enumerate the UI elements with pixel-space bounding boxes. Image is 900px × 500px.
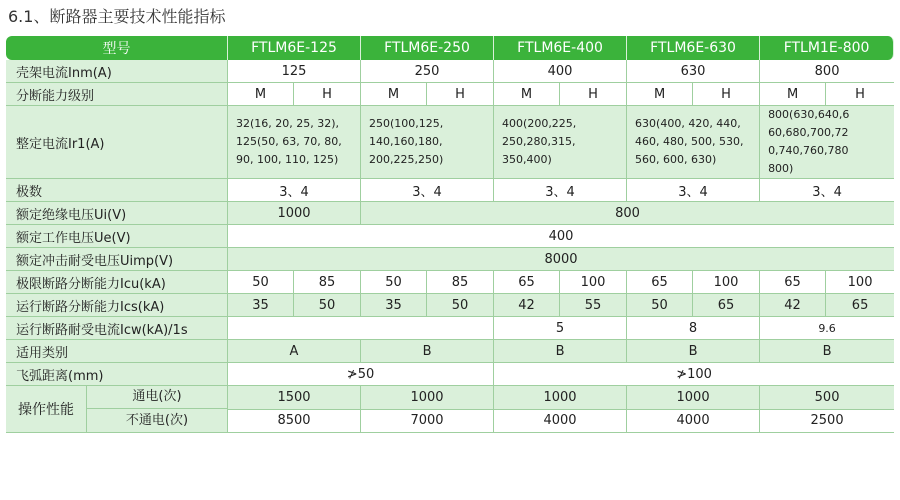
cell: 8 [627, 317, 760, 340]
label-on: 通电(次) [87, 386, 227, 409]
cell: 35 [228, 294, 294, 317]
header-800: FTLM1E-800 [760, 36, 894, 60]
line: 800(630,640,6 [768, 108, 850, 121]
cell: 9.6 [760, 317, 894, 340]
label-insulation-voltage: 额定绝缘电压Ui(V) [6, 202, 228, 225]
header-630: FTLM6E-630 [627, 36, 760, 60]
cell-empty [228, 317, 494, 340]
cell: 4000 [627, 410, 760, 434]
line: 350,400) [502, 153, 552, 166]
cell: ≯100 [494, 363, 894, 386]
section-title: 6.1、断路器主要技术性能指标 [8, 7, 226, 26]
cell: 1000 [627, 386, 760, 410]
cell: 4000 [494, 410, 627, 434]
cell: 630 [627, 60, 760, 83]
cell: 400 [228, 225, 894, 248]
header-model: 型号 [6, 36, 228, 60]
cell: 100 [693, 271, 760, 294]
line: 250,280,315, [502, 135, 576, 148]
cell: 100 [560, 271, 627, 294]
label-poles: 极数 [6, 179, 228, 202]
line: 32(16, 20, 25, 32), [236, 117, 340, 130]
cell: H [693, 83, 760, 106]
cell: M [627, 83, 693, 106]
cell: 3、4 [494, 179, 627, 202]
cell: 65 [627, 271, 693, 294]
line: 125(50, 63, 70, 80, [236, 135, 342, 148]
cell: 35 [361, 294, 427, 317]
row-breaking-level [6, 83, 894, 106]
cell: 50 [228, 271, 294, 294]
label-operation: 操作性能 [6, 386, 87, 432]
line: 630(400, 420, 440, [635, 117, 741, 130]
cell: B [627, 340, 760, 363]
cell: B [494, 340, 627, 363]
cell: 55 [560, 294, 627, 317]
cell: 500 [760, 386, 894, 410]
row-icu [6, 271, 894, 294]
cell: 1000 [361, 386, 494, 410]
cell: 800 [760, 60, 894, 83]
cell: 2500 [760, 410, 894, 434]
header-400: FTLM6E-400 [494, 36, 627, 60]
row-operation-on [6, 386, 894, 410]
cell-setting-400 [494, 106, 627, 179]
cell: 7000 [361, 410, 494, 434]
cell: 5 [494, 317, 627, 340]
cell: 1500 [228, 386, 361, 410]
cell: 3、4 [361, 179, 494, 202]
row-impulse-voltage [6, 248, 894, 271]
cell: 8500 [228, 410, 361, 434]
cell: 8000 [228, 248, 894, 271]
header-250: FTLM6E-250 [361, 36, 494, 60]
cell: 50 [361, 271, 427, 294]
row-ics [6, 294, 894, 317]
row-frame-current [6, 60, 894, 83]
cell: 100 [826, 271, 894, 294]
cell: 50 [294, 294, 361, 317]
line: 400(200,225, [502, 117, 577, 130]
cell: 85 [427, 271, 494, 294]
cell: 65 [693, 294, 760, 317]
label-operation-group [6, 386, 228, 433]
cell: H [427, 83, 494, 106]
cell: 800 [361, 202, 894, 225]
row-icw [6, 317, 894, 340]
cell: 50 [427, 294, 494, 317]
cell: ≯50 [228, 363, 494, 386]
label-working-voltage: 额定工作电压Ue(V) [6, 225, 228, 248]
line: 0,740,760,780 [768, 144, 849, 157]
cell: 3、4 [627, 179, 760, 202]
row-working-voltage [6, 225, 894, 248]
row-insulation-voltage [6, 202, 894, 225]
cell: H [294, 83, 361, 106]
line: 140,160,180, [369, 135, 443, 148]
line: 200,225,250) [369, 153, 444, 166]
cell: H [560, 83, 627, 106]
cell: 85 [294, 271, 361, 294]
line: 560, 600, 630) [635, 153, 717, 166]
label-icw: 运行断路耐受电流Icw(kA)/1s [6, 317, 228, 340]
cell: 3、4 [228, 179, 361, 202]
cell-setting-125 [228, 106, 361, 179]
cell-setting-800 [760, 106, 894, 179]
line: 90, 100, 110, 125) [236, 153, 339, 166]
spec-table [6, 36, 894, 433]
label-impulse-voltage: 额定冲击耐受电压Uimp(V) [6, 248, 228, 271]
cell: M [760, 83, 826, 106]
cell: 1000 [228, 202, 361, 225]
cell-setting-250 [361, 106, 494, 179]
label-icu: 极限断路分断能力Icu(kA) [6, 271, 228, 294]
cell: 3、4 [760, 179, 894, 202]
cell: M [228, 83, 294, 106]
cell-setting-630 [627, 106, 760, 179]
cell: 125 [228, 60, 361, 83]
header-125: FTLM6E-125 [228, 36, 361, 60]
cell: 65 [826, 294, 894, 317]
label-off: 不通电(次) [125, 413, 189, 428]
line: 460, 480, 500, 530, [635, 135, 744, 148]
cell: 50 [627, 294, 693, 317]
cell: 250 [361, 60, 494, 83]
cell: B [760, 340, 894, 363]
line: 250(100,125, [369, 117, 444, 130]
row-poles [6, 179, 894, 202]
row-arc-distance [6, 363, 894, 386]
label-ics: 运行断路分断能力Ics(kA) [6, 294, 228, 317]
row-setting-current [6, 106, 894, 179]
cell: H [826, 83, 894, 106]
row-category [6, 340, 894, 363]
cell: A [228, 340, 361, 363]
header-row [6, 36, 894, 60]
cell: M [361, 83, 427, 106]
cell: 65 [760, 271, 826, 294]
line: 800) [768, 162, 794, 175]
label-frame-current: 壳架电流Inm(A) [6, 60, 228, 83]
label-category: 适用类别 [6, 340, 228, 363]
cell: B [361, 340, 494, 363]
cell: 42 [760, 294, 826, 317]
cell: 400 [494, 60, 627, 83]
cell: 1000 [494, 386, 627, 410]
cell: 42 [494, 294, 560, 317]
label-breaking-level: 分断能力级别 [6, 83, 228, 106]
label-arc-distance: 飞弧距离(mm) [6, 363, 228, 386]
label-setting-current: 整定电流Ir1(A) [6, 106, 228, 179]
cell: 65 [494, 271, 560, 294]
line: 60,680,700,72 [768, 126, 849, 139]
cell: M [494, 83, 560, 106]
